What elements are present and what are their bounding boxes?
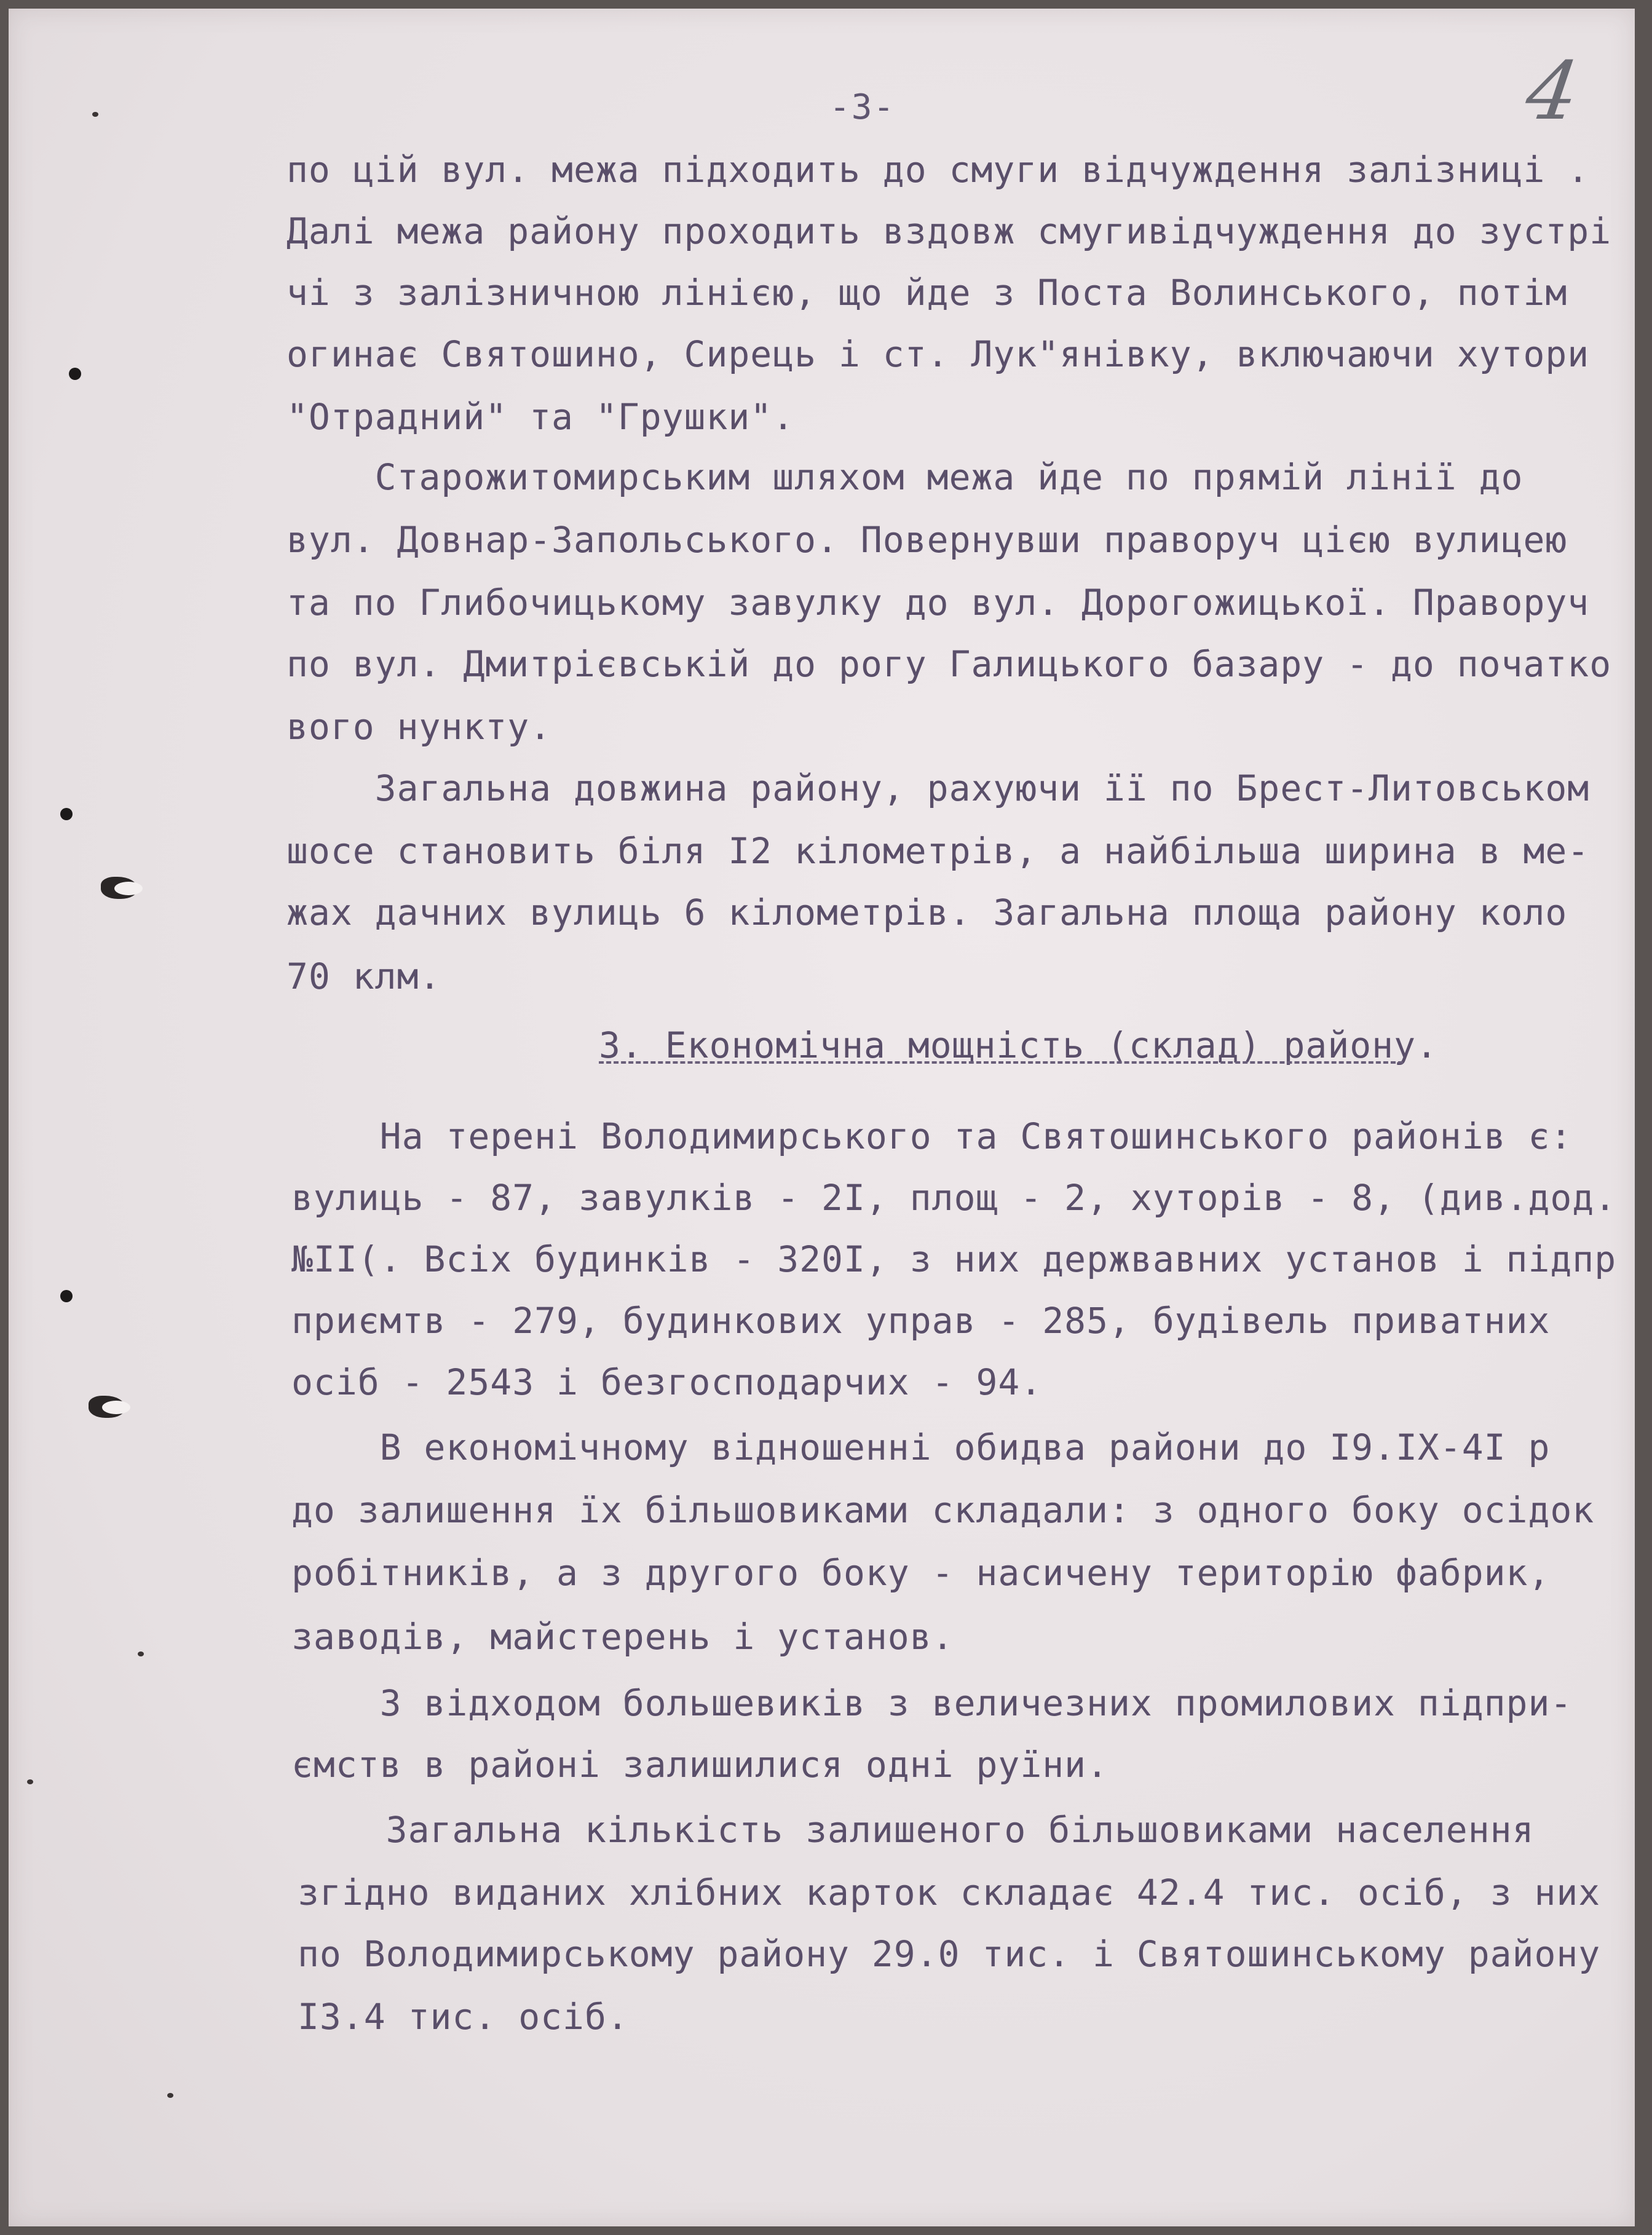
text-line: до залишення їх більшовиками складали: з одного боку осідок [291, 1489, 1595, 1531]
document-page [9, 9, 1635, 2226]
section-heading: 3. Економічна мощність (склад) району. [599, 1024, 1438, 1066]
text-line: заводів, майстерень і установ. [291, 1616, 954, 1658]
punch-tear [101, 877, 138, 899]
punch-hole [69, 368, 81, 380]
ink-speck [167, 2093, 173, 2098]
text-line: по цій вул. межа підходить до смуги відчуждення залізниці . [287, 149, 1590, 191]
text-line: На терені Володимирського та Святошинського районів є: [291, 1115, 1573, 1157]
heading-underline [599, 1061, 1403, 1070]
punch-hole [60, 1290, 73, 1302]
folio-number: 4 [1520, 44, 1585, 138]
text-line: В економічному відношенні обидва райони до I9.IX-4I р [291, 1426, 1551, 1468]
ink-speck [92, 112, 98, 117]
text-line: Загальна довжина району, рахуючи її по Брест-Литовськом [287, 767, 1590, 809]
punch-tear [89, 1396, 125, 1418]
text-line: осіб - 2543 і безгосподарчих - 94. [291, 1361, 1043, 1403]
text-line: вулиць - 87, завулків - 2I, площ - 2, хуторів - 8, (див.дод. [291, 1177, 1617, 1219]
ink-speck [27, 1779, 33, 1784]
text-line: огинає Святошино, Сирець і ст. Лук"янівку, включаючи хутори [287, 333, 1590, 375]
text-line: робітників, а з другого боку - насичену територію фабрик, [291, 1552, 1551, 1594]
text-line: 70 клм. [287, 955, 441, 997]
text-line: згідно виданих хлібних карток складає 42.4 тис. осіб, з них [298, 1872, 1601, 1913]
text-line: та по Глибочицькому завулку до вул. Дорогожицької. Праворуч [287, 582, 1590, 623]
text-line: №II(. Всіх будинків - 320I, з них держвавних установ і підпр [291, 1238, 1617, 1280]
text-line: приємтв - 279, будинкових управ - 285, будівель приватних [291, 1300, 1551, 1342]
text-line: "Отрадний" та "Грушки". [287, 396, 795, 438]
punch-hole [60, 808, 73, 820]
text-line: вул. Довнар-Запольського. Повернувши праворуч цією вулицею [287, 519, 1568, 561]
text-line: по вул. Дмитрієвській до рогу Галицького базару - до початко [287, 643, 1612, 685]
text-line: чі з залізничною лінією, що йде з Поста Волинського, потім [287, 272, 1568, 314]
text-line: по Володимирському району 29.0 тис. і Святошинському району [298, 1933, 1601, 1975]
text-line: I3.4 тис. осіб. [298, 1996, 629, 2038]
text-line: жах дачних вулиць 6 кілометрів. Загальна площа району коло [287, 892, 1568, 933]
text-line: Старожитомирським шляхом межа йде по прямій лінії до [287, 456, 1524, 498]
text-line: шосе становить біля I2 кілометрів, а найбільша ширина в ме- [287, 830, 1590, 872]
text-line: З відходом большевиків з величезних промилових підпри- [291, 1682, 1573, 1724]
ink-speck [138, 1652, 144, 1656]
text-line: Далі межа району проходить вздовж смугивідчуждення до зустрі [287, 210, 1612, 252]
text-line: ємств в районі залишилися одні руїни. [291, 1744, 1109, 1786]
page-number: -3- [829, 87, 896, 127]
text-line: вого нункту. [287, 706, 552, 748]
text-line: Загальна кількість залишеного більшовиками населення [298, 1809, 1535, 1851]
